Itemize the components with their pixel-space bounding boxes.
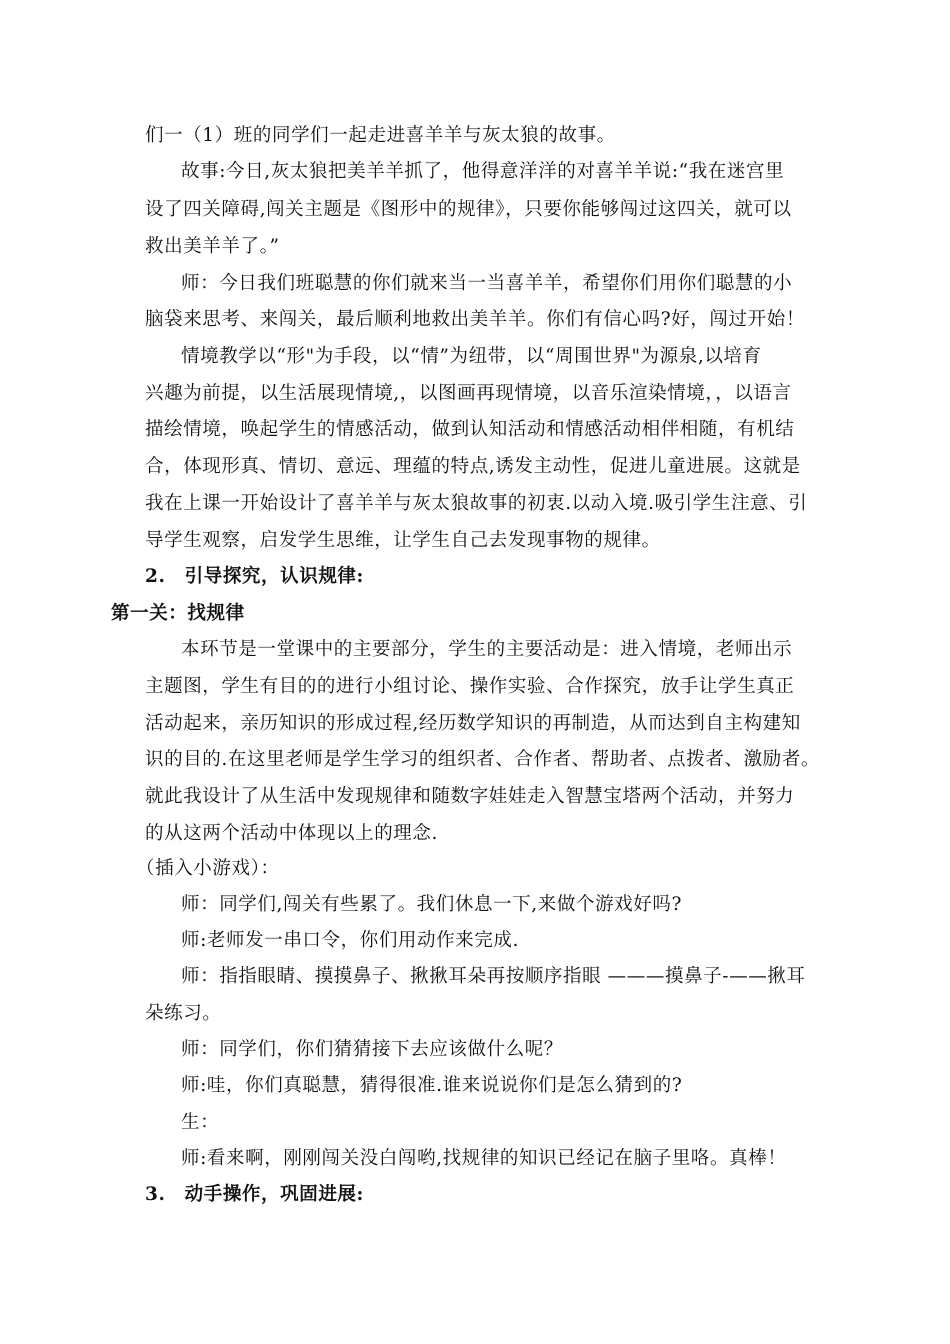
subsection-heading: 第一关：找规律 <box>111 603 245 624</box>
section-heading: 3. 动手操作，巩固进展: <box>145 1184 364 1205</box>
paragraph-line: 活动起来，亲历知识的形成过程,经历数学知识的再制造，从而达到自主构建知 <box>145 713 801 734</box>
paragraph-line: 情境教学以“形"为手段，以“情”为纽带，以“周围世界"为源泉,以培育 <box>181 346 762 367</box>
paragraph-line: 兴趣为前提，以生活展现情境,，以图画再现情境，以音乐渲染情境，，以语言 <box>145 383 792 404</box>
paragraph-line: 的从这两个活动中体现以上的理念. <box>145 823 438 844</box>
paragraph-line: 本环节是一堂课中的主要部分，学生的主要活动是：进入情境，老师出示 <box>181 639 793 660</box>
paragraph-line: 就此我设计了从生活中发现规律和随数字娃娃走入智慧宝塔两个活动，并努力 <box>145 786 795 807</box>
dialogue-line: 师:哇，你们真聪慧，猜得很准.谁来说说你们是怎么猜到的? <box>181 1075 683 1096</box>
dialogue-line: 师：同学们，你们猜猜接下去应该做什么呢？ <box>181 1039 564 1060</box>
paragraph-line: 我在上课一开始设计了喜羊羊与灰太狼故事的初衷.以动入境.吸引学生注意、引 <box>145 493 808 514</box>
paragraph-line: 们一（1）班的同学们一起走进喜羊羊与灰太狼的故事。 <box>145 125 616 146</box>
paragraph-line: 设了四关障碍,闯关主题是《图形中的规律》，只要你能够闯过这四关，就可以 <box>145 199 792 220</box>
paragraph-line: 描绘情境，唤起学生的情感活动，做到认知活动和情感活动相伴相随，有机结 <box>145 419 795 440</box>
paragraph-line: 救出美羊羊了。” <box>145 236 280 257</box>
paragraph-line: 脑袋来思考、来闯关，最后顺利地救出美羊羊。你们有信心吗?好，闯过开始！ <box>145 309 805 330</box>
dialogue-line: 师：指指眼睛、摸摸鼻子、揪揪耳朵再按顺序指眼 ———摸鼻子-——揪耳 <box>181 966 806 987</box>
section-heading: 2. 引导探究，认识规律: <box>145 566 364 587</box>
paragraph-line: 识的目的.在这里老师是学生学习的组织者、合作者、帮助者、点拨者、激励者。 <box>145 749 820 770</box>
dialogue-line: 生： <box>181 1112 220 1133</box>
paragraph-line: （插入小游戏）： <box>136 858 280 879</box>
dialogue-line: 师:看来啊，刚刚闯关没白闯哟,找规律的知识已经记在脑子里咯。真棒！ <box>181 1148 787 1169</box>
dialogue-line: 师:老师发一串口令，你们用动作来完成. <box>181 930 520 951</box>
paragraph-line: 故事:今日,灰太狼把美羊羊抓了，他得意洋洋的对喜羊羊说:“我在迷宫里 <box>181 161 785 182</box>
paragraph-line: 导学生观察，启发学生思维，让学生自己去发现事物的规律。 <box>145 530 661 551</box>
paragraph-line: 主题图，学生有目的的进行小组讨论、操作实验、合作探究，放手让学生真正 <box>145 676 795 697</box>
dialogue-line: 师：同学们,闯关有些累了。我们休息一下,来做个游戏好吗? <box>181 894 682 915</box>
paragraph-line: 师：今日我们班聪慧的你们就来当一当喜羊羊，希望你们用你们聪慧的小 <box>181 273 793 294</box>
dialogue-line: 朵练习。 <box>145 1003 222 1024</box>
paragraph-line: 合，体现形真、情切、意远、理蕴的特点,诱发主动性，促进儿童进展。这就是 <box>145 456 801 477</box>
